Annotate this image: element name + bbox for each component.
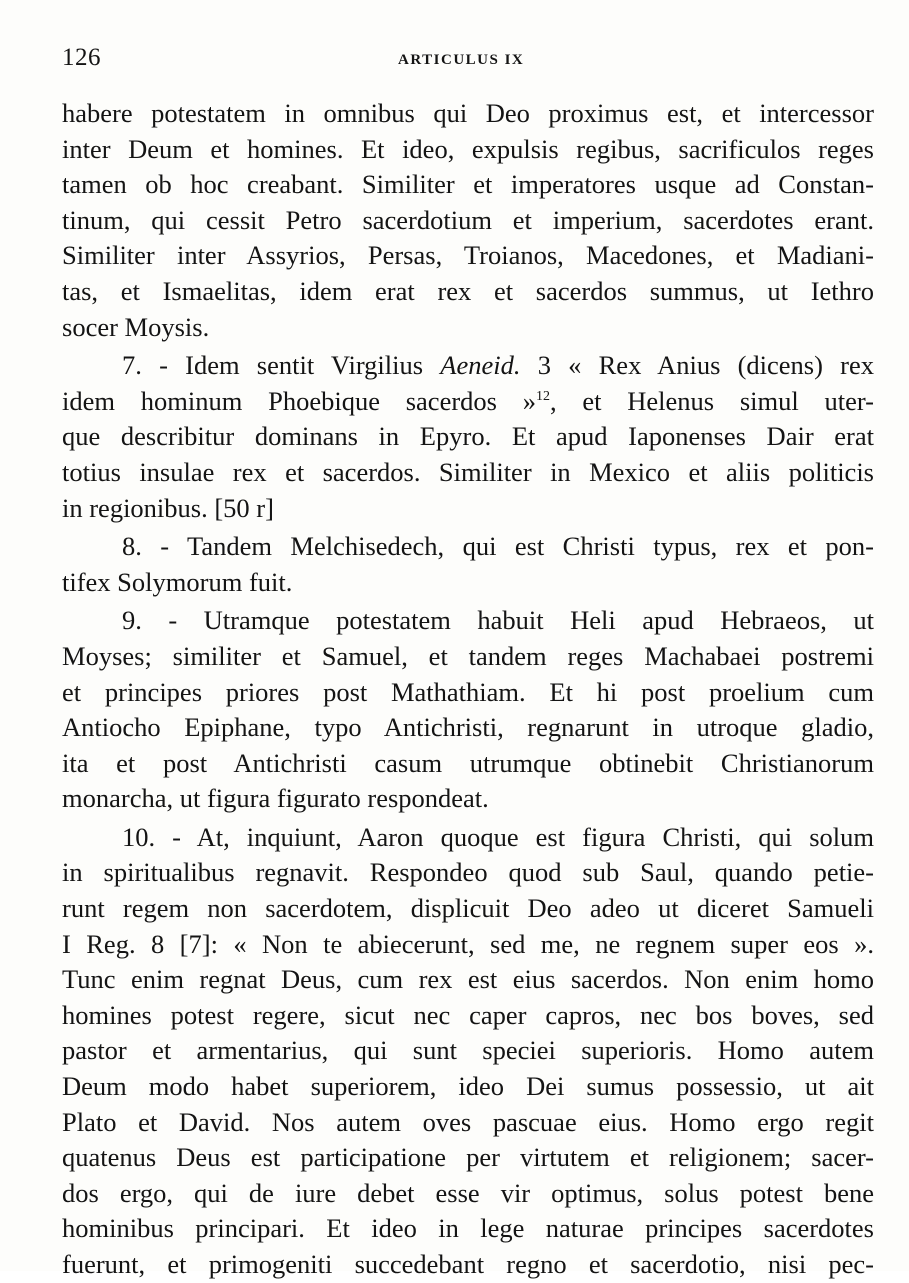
text-line: Moyses; similiter et Samuel, et tandem reges Machabaei postremi xyxy=(62,640,874,671)
text-line: in regionibus. [50 r] xyxy=(62,492,274,523)
text-line: tinum, qui cessit Petro sacerdotium et imperium, sacerdotes erant. xyxy=(62,204,874,235)
text-line: monarcha, ut figura figurato respondeat. xyxy=(62,783,489,814)
text-line: Tunc enim regnat Deus, cum rex est eius sacerdos. Non enim homo xyxy=(62,964,874,995)
text-line: Plato et David. Nos autem oves pascuae eius. Homo ergo regit xyxy=(62,1106,874,1137)
paragraph xyxy=(62,529,874,600)
text-line: 7. - Idem sentit Virgilius Aeneid. 3 « Rex Anius (dicens) rex xyxy=(122,350,874,381)
text-line: ita et post Antichristi casum utrumque obtinebit Christianorum xyxy=(62,747,874,778)
paragraph xyxy=(62,348,874,526)
text-line: fuerunt, et primogeniti succedebant regno et sacerdotio, nisi pec- xyxy=(62,1249,874,1279)
text-line: 8. - Tandem Melchisedech, qui est Christi typus, rex et pon- xyxy=(122,531,874,562)
text-line: idem hominum Phoebique sacerdos »$^{12}$, et Helenus simul uter- xyxy=(62,385,874,416)
text-line: inter Deum et homines. Et ideo, expulsis regibus, sacrificulos reges xyxy=(62,133,874,164)
text-line: 9. - Utramque potestatem habuit Heli apud Hebraeos, ut xyxy=(122,605,874,636)
text-line: que describitur dominans in Epyro. Et apud Iaponenses Dair erat xyxy=(62,421,874,452)
text-line: runt regem non sacerdotem, displicuit Deo adeo ut diceret Samueli xyxy=(62,893,874,924)
paragraph xyxy=(62,603,874,817)
text-line: in spiritualibus regnavit. Respondeo quod sub Saul, quando petie- xyxy=(62,857,874,888)
text-line: totius insulae rex et sacerdos. Similiter in Mexico et aliis politicis xyxy=(62,456,874,487)
text-line: pastor et armentarius, qui sunt speciei superioris. Homo autem xyxy=(62,1035,874,1066)
text-line: habere potestatem in omnibus qui Deo proximus est, et intercessor xyxy=(62,98,874,128)
text-line: socer Moysis. xyxy=(62,311,210,342)
text-line: Antiocho Epiphane, typo Antichristi, regnarunt in utroque gladio, xyxy=(62,712,874,743)
running-head: ARTICULUS IX xyxy=(398,52,525,68)
text-line: I Reg. 8 [7]: « Non te abiecerunt, sed me, ne regnem super eos ». xyxy=(62,928,874,959)
text-line: Deum modo habet superiorem, ideo Dei sumus possessio, ut ait xyxy=(62,1071,874,1102)
paragraph xyxy=(62,820,874,1283)
text-line: tamen ob hoc creabant. Similiter et imperatores usque ad Constan- xyxy=(62,169,874,200)
text-line: homines potest regere, sicut nec caper capros, nec bos boves, sed xyxy=(62,999,874,1030)
page-number: 126 xyxy=(62,44,101,71)
text-line: dos ergo, qui de iure debet esse vir optimus, solus potest bene xyxy=(62,1177,874,1208)
paragraph xyxy=(62,96,874,345)
text-line: Similiter inter Assyrios, Persas, Troianos, Macedones, et Madiani- xyxy=(62,240,874,271)
text-line: tifex Solymorum fuit. xyxy=(62,566,293,597)
footnote-ref: 12 xyxy=(535,388,550,404)
text-line: hominibus principari. Et ideo in lege naturae principes sacerdotes xyxy=(62,1213,874,1244)
text-line: tas, et Ismaelitas, idem erat rex et sacerdos summus, ut Iethro xyxy=(62,275,874,306)
text-line: quatenus Deus est participatione per virtutem et religionem; sacer- xyxy=(62,1142,874,1173)
italic-title: Aeneid. xyxy=(440,350,521,381)
text-line: 10. - At, inquiunt, Aaron quoque est figura Christi, qui solum xyxy=(122,821,874,852)
page-header xyxy=(62,44,876,74)
body-text xyxy=(62,96,874,1283)
text-line: et principes priores post Mathathiam. Et hi post proelium cum xyxy=(62,676,874,707)
